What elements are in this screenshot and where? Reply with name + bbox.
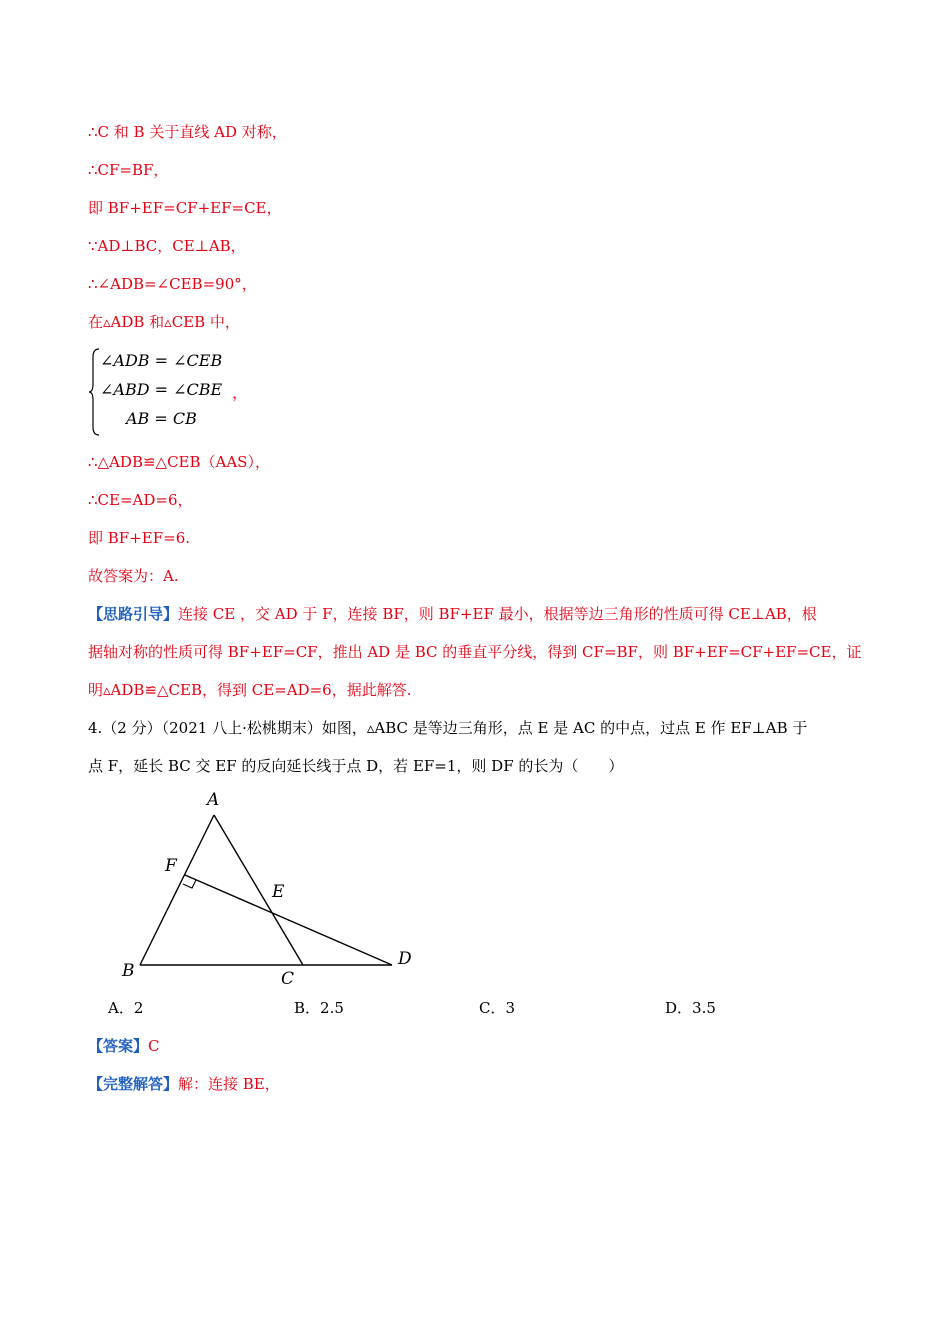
answer-label: 【答案】 [88, 1037, 149, 1055]
solution-line-6: 在▵ADB 和▵CEB 中， [88, 313, 240, 331]
full-solution-label: 【完整解答】 [88, 1075, 179, 1093]
option-b: B．2.5 [294, 999, 344, 1017]
hint-paragraph [88, 595, 866, 709]
solution-line-1: ∴C 和 B 关于直线 AD 对称， [88, 123, 287, 141]
label-d: D [398, 949, 412, 969]
hint-line-3: 明▵ADB≌△CEB，得到 CE=AD=6，据此解答. [88, 681, 412, 699]
equation-system [88, 347, 288, 437]
option-a: A．2 [108, 999, 144, 1017]
segment-ac [214, 815, 303, 965]
triangle-diagram [110, 785, 430, 995]
solution-line-10: 故答案为：A. [88, 567, 179, 585]
solution-line-4: ∵AD⊥BC，CE⊥AB， [88, 237, 246, 255]
label-e: E [272, 882, 285, 902]
segment-ab [140, 815, 214, 965]
option-c: C．3 [479, 999, 516, 1017]
question-line-1: 4.（2 分）（2021 八上·松桃期末）如图，▵ABC 是等边三角形，点 E 是 AC 的中点，过点 E 作 EF⊥AB 于 [88, 719, 808, 737]
label-f: F [165, 856, 177, 876]
question-line-2: 点 F，延长 BC 交 EF 的反向延长线于点 D，若 EF=1，则 DF 的长为（ ） [88, 757, 624, 775]
option-d: D．3.5 [665, 999, 716, 1017]
solution-line-8: ∴CE=AD=6， [88, 491, 193, 509]
full-solution-text: 解：连接 BE， [178, 1075, 280, 1093]
solution-line-7: ∴△ADB≌△CEB（AAS）， [88, 453, 270, 471]
label-b: B [122, 961, 135, 981]
solution-line-9: 即 BF+EF=6. [88, 529, 191, 547]
right-angle-mark [183, 880, 196, 888]
hint-line-1: 连接 CE ，交 AD 于 F，连接 BF，则 BF+EF 最小，根据等边三角形的性质可得 CE⊥AB，根 [178, 605, 817, 623]
solution-line-5: ∴∠ADB=∠CEB=90°， [88, 275, 257, 293]
full-solution-line [88, 1074, 280, 1094]
triangle-figure [110, 785, 430, 995]
answer-line [88, 1036, 160, 1056]
hint-label: 【思路引导】 [88, 605, 179, 623]
solution-line-2: ∴CF=BF， [88, 161, 169, 179]
equation-3: AB = CB [126, 409, 197, 428]
solution-line-3: 即 BF+EF=CF+EF=CE， [88, 199, 282, 217]
hint-line-2: 据轴对称的性质可得 BF+EF=CF，推出 AD 是 BC 的垂直平分线，得到 CF=BF，则 BF+EF=CF+EF=CE，证 [88, 643, 862, 661]
equation-1: ∠ADB = ∠CEB [100, 351, 223, 370]
segment-fd [185, 875, 392, 965]
equation-2: ∠ABD = ∠CBE [100, 380, 223, 399]
question-4 [88, 709, 866, 785]
system-comma: ， [232, 383, 249, 402]
label-c: C [281, 969, 295, 989]
answer-value: C [148, 1037, 160, 1055]
label-a: A [207, 790, 220, 810]
